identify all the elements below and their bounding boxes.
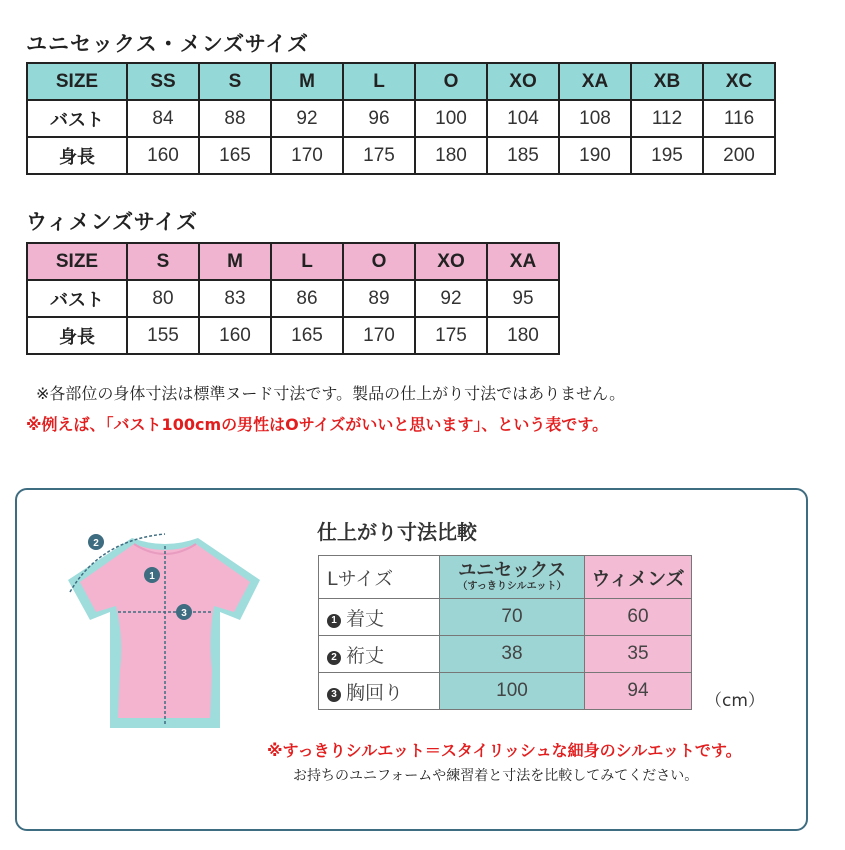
- table-cell: 112: [631, 100, 703, 137]
- size-header-cell: XA: [487, 243, 559, 280]
- table-cell: 175: [415, 317, 487, 354]
- table-cell: 170: [271, 137, 343, 174]
- size-header-cell: SS: [127, 63, 199, 100]
- table-cell: 165: [199, 137, 271, 174]
- comparison-header-row: [319, 556, 692, 599]
- row-label: 身長: [27, 317, 127, 354]
- table-cell: 170: [343, 317, 415, 354]
- table-cell: 84: [127, 100, 199, 137]
- table-cell: 92: [271, 100, 343, 137]
- table-cell: 108: [559, 100, 631, 137]
- table-row: [27, 280, 559, 317]
- size-header-cell: SIZE: [27, 63, 127, 100]
- number-badge: 2: [327, 651, 341, 665]
- size-header-cell: L: [343, 63, 415, 100]
- measure-label: [319, 599, 440, 636]
- size-header-cell: O: [415, 63, 487, 100]
- row-label: バスト: [27, 280, 127, 317]
- tshirt-diagram: [60, 520, 270, 735]
- measure-name: 胸回り: [346, 681, 404, 704]
- table-cell: 180: [487, 317, 559, 354]
- row-label: バスト: [27, 100, 127, 137]
- table-row: [319, 599, 692, 636]
- table-cell: 160: [127, 137, 199, 174]
- womens-value: 35: [585, 636, 692, 673]
- table-row: [27, 100, 775, 137]
- measure-label: [319, 673, 440, 710]
- measure-name: 着丈: [346, 607, 385, 630]
- marker-3: [176, 604, 192, 620]
- table-cell: 95: [487, 280, 559, 317]
- unisex-value: 100: [440, 673, 585, 710]
- unisex-subtitle: （すっきりシルエット）: [457, 581, 567, 592]
- row-label: 身長: [27, 137, 127, 174]
- size-header-cell: XA: [559, 63, 631, 100]
- number-badge: 1: [327, 614, 341, 628]
- svg-text:2: 2: [93, 538, 99, 549]
- size-header-cell: XO: [487, 63, 559, 100]
- comparison-title: 仕上がり寸法比較: [317, 520, 477, 544]
- womens-value: 60: [585, 599, 692, 636]
- table-cell: 89: [343, 280, 415, 317]
- silhouette-note: ※すっきりシルエット＝スタイリッシュな細身のシルエットです。: [267, 741, 742, 760]
- table-cell: 190: [559, 137, 631, 174]
- example-note: ※例えば、「バスト100cmの男性はOサイズがいいと思います」、という表です。: [26, 415, 609, 434]
- table-cell: 160: [199, 317, 271, 354]
- number-badge: 3: [327, 688, 341, 702]
- size-header-cell: XO: [415, 243, 487, 280]
- unisex-size-table: [26, 62, 776, 175]
- unisex-value: 38: [440, 636, 585, 673]
- womens-value: 94: [585, 673, 692, 710]
- womens-size-table: [26, 242, 560, 355]
- size-header-cell: XC: [703, 63, 775, 100]
- unisex-value: 70: [440, 599, 585, 636]
- size-label-cell: Lサイズ: [319, 556, 440, 599]
- measure-label: [319, 636, 440, 673]
- unit-label: （cm）: [705, 691, 765, 711]
- unisex-header-row: [27, 63, 775, 100]
- table-cell: 165: [271, 317, 343, 354]
- table-cell: 96: [343, 100, 415, 137]
- size-header-cell: SIZE: [27, 243, 127, 280]
- table-cell: 92: [415, 280, 487, 317]
- womens-header-row: [27, 243, 559, 280]
- table-cell: 185: [487, 137, 559, 174]
- table-cell: 116: [703, 100, 775, 137]
- marker-2: [88, 534, 104, 550]
- size-header-cell: S: [127, 243, 199, 280]
- table-row: [27, 317, 559, 354]
- table-cell: 104: [487, 100, 559, 137]
- size-header-cell: M: [271, 63, 343, 100]
- size-header-cell: L: [271, 243, 343, 280]
- table-cell: 86: [271, 280, 343, 317]
- table-cell: 155: [127, 317, 199, 354]
- size-header-cell: O: [343, 243, 415, 280]
- body-size-note: ※各部位の身体寸法は標準ヌード寸法です。製品の仕上がり寸法ではありません。: [36, 384, 626, 403]
- table-row: [27, 137, 775, 174]
- womens-size-heading: ウィメンズサイズ: [26, 210, 199, 234]
- table-cell: 80: [127, 280, 199, 317]
- unisex-column-header: [440, 556, 585, 599]
- table-cell: 180: [415, 137, 487, 174]
- comparison-table: [318, 555, 692, 710]
- size-header-cell: S: [199, 63, 271, 100]
- svg-text:3: 3: [181, 608, 187, 619]
- table-cell: 195: [631, 137, 703, 174]
- table-cell: 83: [199, 280, 271, 317]
- table-cell: 100: [415, 100, 487, 137]
- svg-text:1: 1: [149, 571, 155, 582]
- size-header-cell: XB: [631, 63, 703, 100]
- size-header-cell: M: [199, 243, 271, 280]
- unisex-title: ユニセックス: [458, 560, 566, 581]
- table-cell: 88: [199, 100, 271, 137]
- table-row: [319, 636, 692, 673]
- table-cell: 175: [343, 137, 415, 174]
- compare-note: お持ちのユニフォームや練習着と寸法を比較してみてください。: [293, 768, 699, 784]
- table-cell: 200: [703, 137, 775, 174]
- measure-name: 裄丈: [346, 644, 385, 667]
- table-row: [319, 673, 692, 710]
- marker-1: [144, 567, 160, 583]
- womens-column-header: ウィメンズ: [585, 556, 692, 599]
- unisex-size-heading: ユニセックス・メンズサイズ: [26, 32, 310, 56]
